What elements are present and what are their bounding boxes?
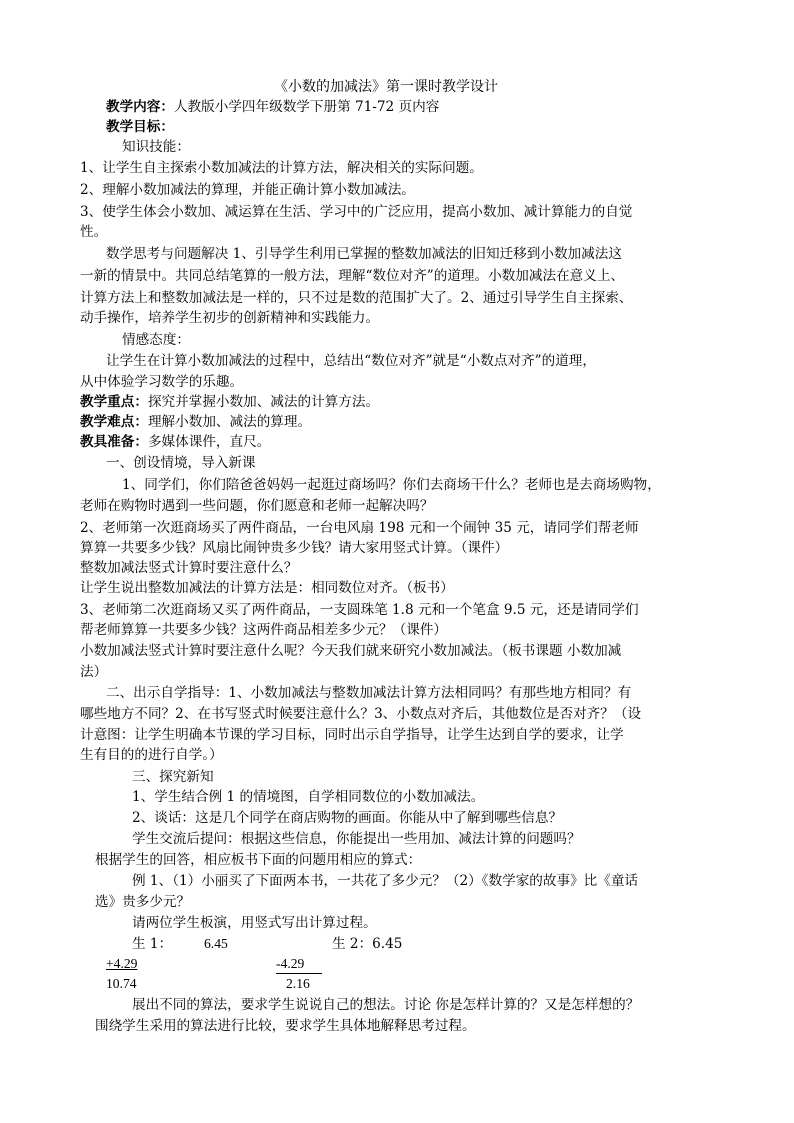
closing-line-1: 展出不同的算法，要求学生说说自己的想法。讨论 你是怎样计算的？又是怎样想的？ <box>132 997 640 1013</box>
math-thinking-line-4: 动手操作，培养学生初步的创新精神和实践能力。 <box>80 310 380 326</box>
math-thinking-line-2: 一新的情景中。共同总结笔算的一般方法，理解“数位对齐”的道理。小数加减法在意义上、 <box>80 268 625 284</box>
section-1-p1-line-1: 1、同学们，你们陪爸爸妈妈一起逛过商场吗？你们去商场干什么？老师也是去商场购物， <box>122 477 661 493</box>
tools-label: 教具准备： <box>80 434 148 450</box>
tools-line <box>80 432 270 452</box>
section-2-line-4: 生有目的的进行自学。） <box>80 747 223 763</box>
student-2-operand: -4.29 <box>276 954 322 974</box>
attitude-label: 情感态度： <box>122 332 190 348</box>
example-1-line-2: 选》贵多少元？ <box>95 894 191 910</box>
student-1-top-number: 6.45 <box>204 936 228 951</box>
section-1-title: 一、创设情境，导入新课 <box>106 455 256 471</box>
attitude-line-2: 从中体验学习数学的乐趣。 <box>80 374 244 390</box>
attitude-line-1: 让学生在计算小数加减法的过程中，总结出“数位对齐”就是“小数点对齐”的道理， <box>106 353 596 369</box>
section-1-p2-line-4: 让学生说出整数加减法的计算方法是：相同数位对齐。（板书） <box>80 580 454 596</box>
key-point-text: 探究并掌握小数加、减法的计算方法。 <box>147 394 380 410</box>
section-1-p2-line-2: 算算一共要多少钱？风扇比闹钟贵多少钱？请大家用竖式计算。（课件） <box>80 540 509 556</box>
student-1-label: 生 1： <box>132 936 173 952</box>
student-1-result: 10.74 <box>106 976 137 991</box>
knowledge-item-3b: 性。 <box>80 224 108 240</box>
section-1-p3-line-2: 帮老师算算一共要多少钱？这两件商品相差多少元？（课件） <box>80 622 448 638</box>
knowledge-item-1: 1、让学生自主探索小数加减法的计算方法，解决相关的实际问题。 <box>80 160 483 176</box>
section-3-item-2: 2、谈话：这是几个同学在商店购物的画面。你能从中了解到哪些信息？ <box>132 810 563 826</box>
knowledge-item-2: 2、理解小数加减法的算理，并能正确计算小数加减法。 <box>80 182 415 198</box>
difficulty-label: 教学难点： <box>80 414 148 430</box>
section-3-title: 三、探究新知 <box>132 769 214 785</box>
section-1-p3-line-1: 3、老师第二次逛商场又买了两件商品，一支圆珠笔 1.8 元和一个笔盒 9.5 元，还是请同学们 <box>80 602 639 618</box>
knowledge-item-3a: 3、使学生体会小数加、减运算在生活、学习中的广泛应用，提高小数加、减计算能力的自觉 <box>80 204 633 220</box>
math-thinking-line-3: 计算方法上和整数加减法是一样的，只不过是数的范围扩大了。2、通过引导学生自主探索、 <box>80 290 633 306</box>
document-title: 《小数的加减法》第一课时教学设计 <box>274 79 498 95</box>
section-2-line-2: 哪些地方不同？2、在书写竖式时候要注意什么？3、小数点对齐后，其他数位是否对齐？（设 <box>80 706 642 722</box>
math-thinking-line-1: 数学思考与问题解决 1、引导学生利用已掌握的整数加减法的旧知迁移到小数加减法这 <box>106 246 622 262</box>
teaching-content-line <box>106 97 439 117</box>
section-3-item-3: 学生交流后提问：根据这些信息，你能提出一些用加、减法计算的问题吗？ <box>132 831 581 847</box>
teaching-goals-label: 教学目标： <box>106 119 174 135</box>
section-1-p1-line-2: 老师在购物时遇到一些问题，你们愿意和老师一起解决吗？ <box>80 498 434 514</box>
difficulty-text: 理解小数加、减法的算理。 <box>147 414 312 430</box>
section-3-item-1: 1、学生结合例 1 的情境图，自学相同数位的小数加减法。 <box>132 789 485 805</box>
student-2-result: 2.16 <box>286 976 310 991</box>
teaching-content-label: 教学内容： <box>106 99 174 115</box>
key-point-label: 教学重点： <box>80 394 148 410</box>
key-point-line <box>80 392 379 412</box>
board-instruction: 请两位学生板演，用竖式写出计算过程。 <box>132 915 377 931</box>
closing-line-2: 围绕学生采用的算法进行比较，要求学生具体地解释思考过程。 <box>95 1018 476 1034</box>
section-2-line-3: 计意图：让学生明确本节课的学习目标，同时出示自学指导，让学生达到自学的要求，让学 <box>80 727 624 743</box>
section-2-line-1: 二、出示自学指导：1、小数加减法与整数加减法计算方法相同吗？有那些地方相同？有 <box>106 685 632 701</box>
teaching-content-text: 人教版小学四年级数学下册第 71-72 页内容 <box>173 99 440 115</box>
student-1-operand: +4.29 <box>106 956 138 971</box>
section-3-item-4: 根据学生的回答，相应板书下面的问题用相应的算式： <box>95 852 422 868</box>
section-1-p2-line-1: 2、老师第一次逛商场买了两件商品，一台电风扇 198 元和一个闹钟 35 元，请同学们帮老师 <box>80 520 639 536</box>
difficulty-line <box>80 412 311 432</box>
section-1-p2-line-3: 整数加减法竖式计算时要注意什么？ <box>80 560 298 576</box>
tools-text: 多媒体课件，直尺。 <box>147 434 271 450</box>
section-1-p3-line-3: 小数加减法竖式计算时要注意什么呢？今天我们就来研究小数加减法。（板书课题 小数加减 <box>80 643 622 659</box>
knowledge-label: 知识技能： <box>122 139 190 155</box>
section-1-p3-line-4: 法） <box>80 664 108 680</box>
student-2-label: 生 2：6.45 <box>332 936 403 952</box>
example-1-line-1: 例 1、（1）小丽买了下面两本书，一共花了多少元？（2）《数学家的故事》比《童话 <box>132 873 639 889</box>
